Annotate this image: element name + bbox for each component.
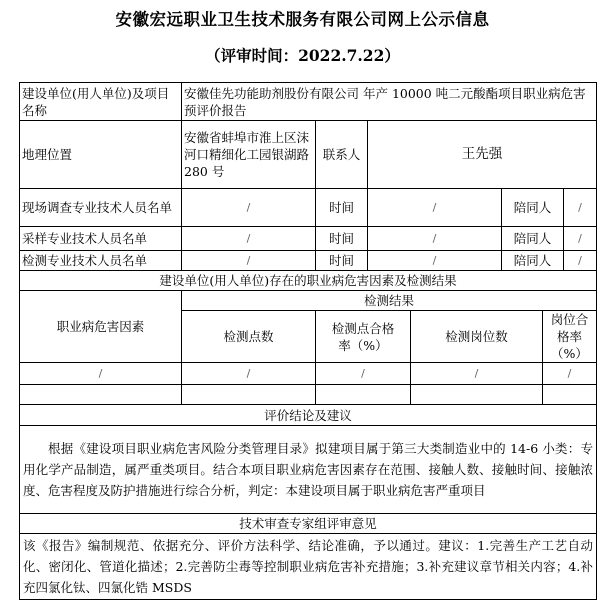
time-value: / (368, 227, 502, 251)
staff-label: 现场调查专业技术人员名单 (20, 189, 182, 227)
column-header: 检测岗位数 (411, 311, 543, 363)
table-cell (543, 385, 597, 405)
location-value: 安徽省蚌埠市淮上区沫河口精细化工园银湖路 280 号 (182, 121, 316, 189)
staff-row-sampling (20, 227, 597, 251)
staff-label: 检测专业技术人员名单 (20, 251, 182, 271)
contact-value: 王先强 (368, 121, 597, 189)
column-header: 岗位合格率（%） (543, 311, 597, 363)
table-cell: / (182, 363, 316, 385)
location-label: 地理位置 (20, 121, 182, 189)
conclusion-section-title: 评价结论及建议 (20, 405, 597, 426)
staff-value: / (182, 251, 316, 271)
page-title: 安徽宏远职业卫生技术服务有限公司网上公示信息 (115, 10, 490, 29)
table-row (20, 363, 597, 385)
staff-row-survey (20, 189, 597, 227)
table-cell: / (20, 363, 182, 385)
escort-value: / (564, 251, 597, 271)
results-header: 检测结果 (182, 291, 597, 311)
time-label: 时间 (316, 227, 368, 251)
table-cell (316, 385, 411, 405)
review-time: （评审时间：2022.7.22） (205, 46, 400, 65)
escort-value: / (564, 227, 597, 251)
escort-label: 陪同人 (502, 189, 564, 227)
project-row (20, 83, 597, 121)
time-value: / (368, 251, 502, 271)
project-value: 安徽佳先功能助剂股份有限公司 年产 10000 吨二元酸酯项目职业病危害预评价报告 (182, 83, 597, 121)
conclusion-title-row (20, 405, 597, 426)
staff-row-testing (20, 251, 597, 271)
staff-value: / (182, 189, 316, 227)
table-cell (411, 385, 543, 405)
project-label: 建设单位(用人单位)及项目名称 (20, 83, 182, 121)
escort-value: / (564, 189, 597, 227)
hazards-section-title: 建设单位(用人单位)存在的职业病危害因素及检测结果 (20, 271, 597, 291)
expert-row (20, 534, 597, 600)
staff-label: 采样专业技术人员名单 (20, 227, 182, 251)
conclusion-text: 根据《建设项目职业病危害风险分类管理目录》拟建项目属于第三大类制造业中的 14-6 小类：专用化学产品制造，属严重类项目。结合本项目职业病危害因素存在范围、接触人数、接触时间、接触浓度、危害程度及防护措施进行综合分析，判定：本建设项目属于职业病危害严重项目 (20, 426, 597, 514)
time-value: / (368, 189, 502, 227)
expert-text: 该《报告》编制规范、依据充分、评价方法科学、结论准确，予以通过。建议：1.完善生产工艺自动化、密闭化、管道化描述；2.完善防尘毒等控制职业病危害补充措施；3.补充建议章节相关内容；4.补充四氯化钛、四氯化锆 MSDS (20, 534, 597, 600)
table-cell (20, 385, 182, 405)
location-row (20, 121, 597, 189)
column-header: 检测点合格率（%） (316, 311, 411, 363)
factor-header: 职业病危害因素 (20, 291, 182, 363)
escort-label: 陪同人 (502, 251, 564, 271)
expert-title-row (20, 514, 597, 534)
table-cell: / (316, 363, 411, 385)
conclusion-row (20, 426, 597, 514)
table-cell (182, 385, 316, 405)
escort-label: 陪同人 (502, 227, 564, 251)
column-header: 检测点数 (182, 311, 316, 363)
time-label: 时间 (316, 251, 368, 271)
table-cell: / (543, 363, 597, 385)
hazards-title-row (20, 271, 597, 291)
staff-value: / (182, 227, 316, 251)
expert-section-title: 技术审查专家组评审意见 (20, 514, 597, 534)
hazards-header-row (20, 291, 597, 311)
time-label: 时间 (316, 189, 368, 227)
contact-label: 联系人 (316, 121, 368, 189)
table-row (20, 385, 597, 405)
table-cell: / (411, 363, 543, 385)
info-table (19, 82, 597, 600)
